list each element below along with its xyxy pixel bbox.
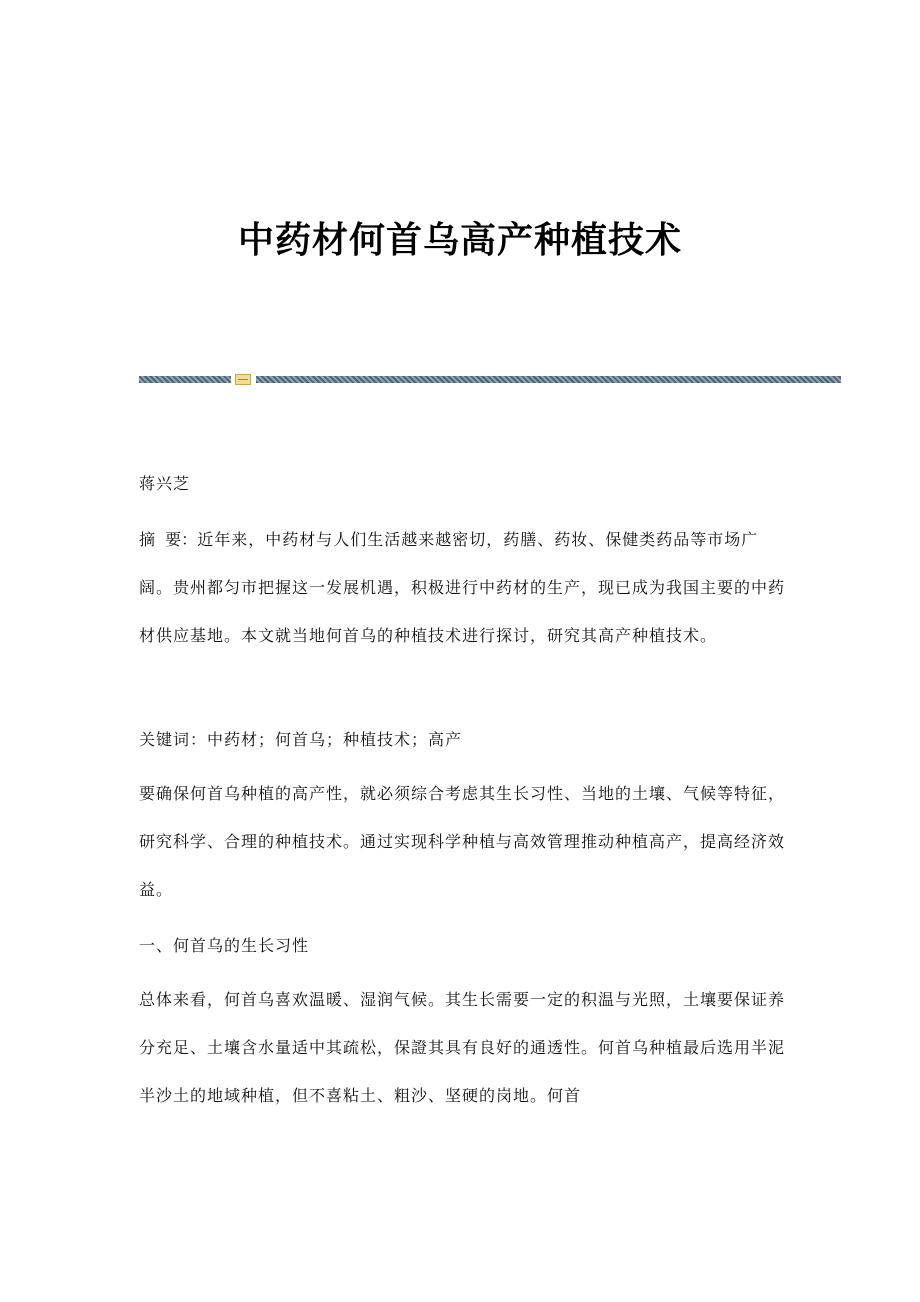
page-title: 中药材何首乌高产种植技术 [237, 219, 682, 261]
author-name: 蒋兴芝 [139, 474, 191, 493]
keywords-label: 关键词： [139, 730, 208, 749]
keywords-text: 中药材；何首乌；种植技术；高产 [207, 730, 463, 749]
section-heading: 一、何首乌的生长习性 [139, 936, 310, 955]
divider-bar-right [256, 376, 841, 383]
title-divider [139, 374, 841, 386]
abstract-label: 摘 要： [139, 530, 198, 549]
body-paragraph: 总体来看，何首乌喜欢温暖、湿润气候。其生长需要一定的积温与光照，土壤要保证养分充足、土壤含水量适中其疏松，保證其具有良好的通透性。何首乌种植最后选用半泥半沙土的地域种植，但不喜粘土、粗沙、坚硬的岗地。何首 [139, 990, 786, 1105]
keywords-line [139, 716, 789, 764]
abstract-text: 近年来，中药材与人们生活越来越密切，药膳、药妆、保健类药品等市场广阔。贵州都匀市把握这一发展机遇，积极进行中药材的生产，现已成为我国主要的中药材供应基地。本文就当地何首乌的种植技术进行探讨，研究其高产种植技术。 [139, 530, 786, 645]
intro-paragraph: 要确保何首乌种植的高产性，就必须综合考虑其生长习性、当地的土壤、气候等特征，研究科学、合理的种植技术。通过实现科学种植与高效管理推动种植高产，提高经济效益。 [139, 784, 786, 899]
ornament-icon [235, 374, 251, 385]
divider-bar-left [139, 376, 231, 383]
abstract-paragraph [139, 516, 789, 660]
